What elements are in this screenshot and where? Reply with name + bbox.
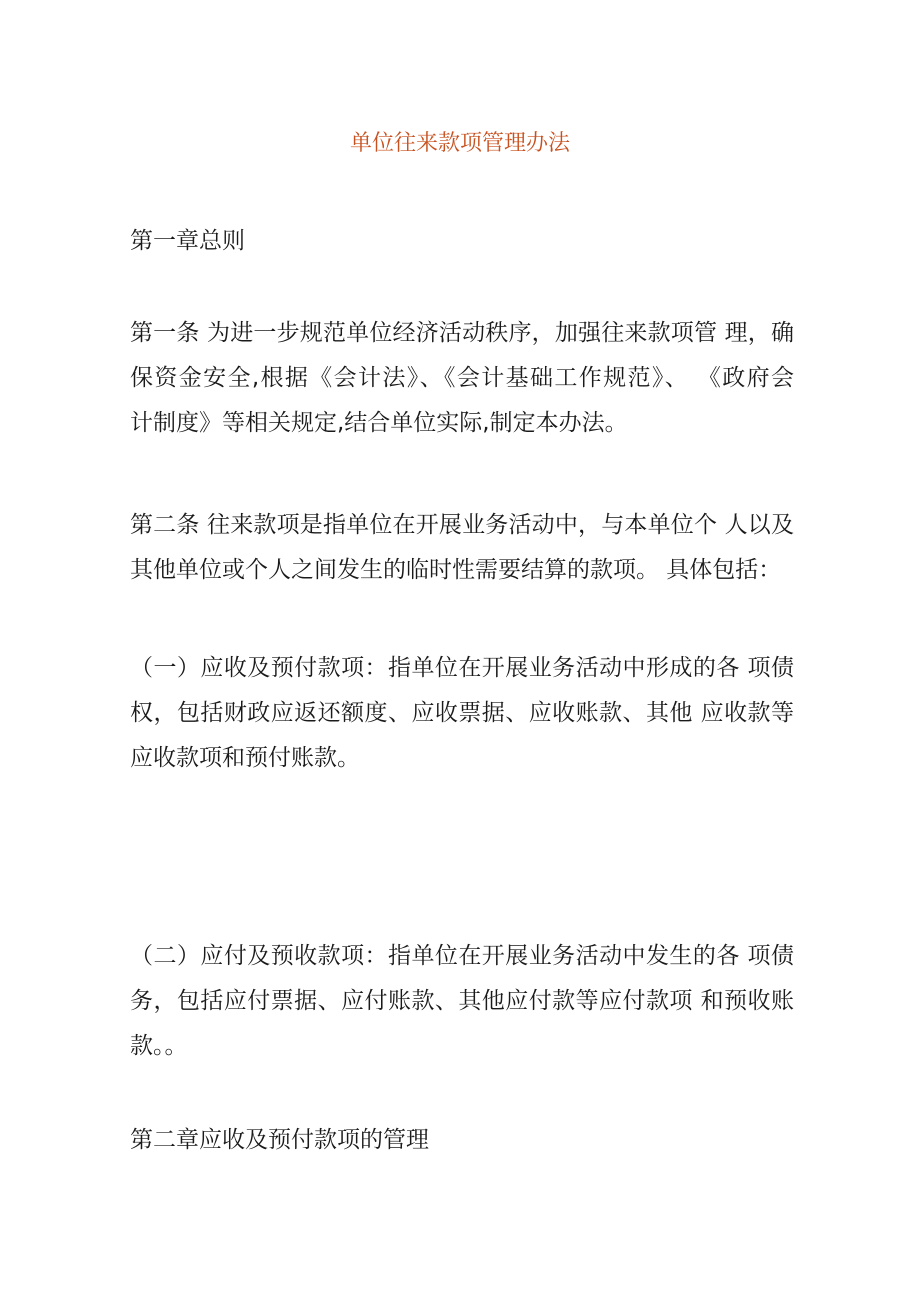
chapter-2-heading (130, 1118, 794, 1163)
article-2-line-1: 第二条 往来款项是指单位在开展业务活动中，与本单位个 人以及 (130, 512, 794, 538)
item-1 (130, 646, 794, 781)
article-1 (130, 311, 794, 446)
item-2-line-2: 务，包括应付票据、应付账款、其他应付款等应付款项 和预收账 (130, 988, 794, 1014)
item-1-line-3: 应收款项和预付账款。 (130, 745, 360, 771)
article-1-line-1: 第一条 为进一步规范单位经济活动秩序，加强往来款项管 理，确 (130, 320, 794, 346)
item-1-line-2: 权，包括财政应返还额度、应收票据、应收账款、其他 应收款等 (130, 700, 794, 726)
article-1-line-2: 保资金安全,根据《会计法》、《会计基础工作规范》、 《政府会 (130, 365, 794, 391)
article-1-line-3: 计制度》等相关规定,结合单位实际,制定本办法。 (130, 410, 628, 436)
chapter-heading-text: 第二章应收及预付款项的管理 (130, 1127, 429, 1153)
chapter-1-heading (130, 219, 794, 264)
item-2 (130, 934, 794, 1069)
chapter-heading-text: 第一章总则 (130, 228, 245, 254)
item-1-line-1: （一）应收及预付款项：指单位在开展业务活动中形成的各 项债 (130, 655, 794, 681)
item-2-line-3: 款。。 (130, 1033, 188, 1059)
article-2-line-2: 其他单位或个人之间发生的临时性需要结算的款项。 具体包括： (130, 557, 782, 583)
document-title: 单位往来款项管理办法 (349, 131, 570, 156)
item-2-line-1: （二）应付及预收款项：指单位在开展业务活动中发生的各 项债 (130, 943, 794, 969)
article-2 (130, 503, 794, 593)
